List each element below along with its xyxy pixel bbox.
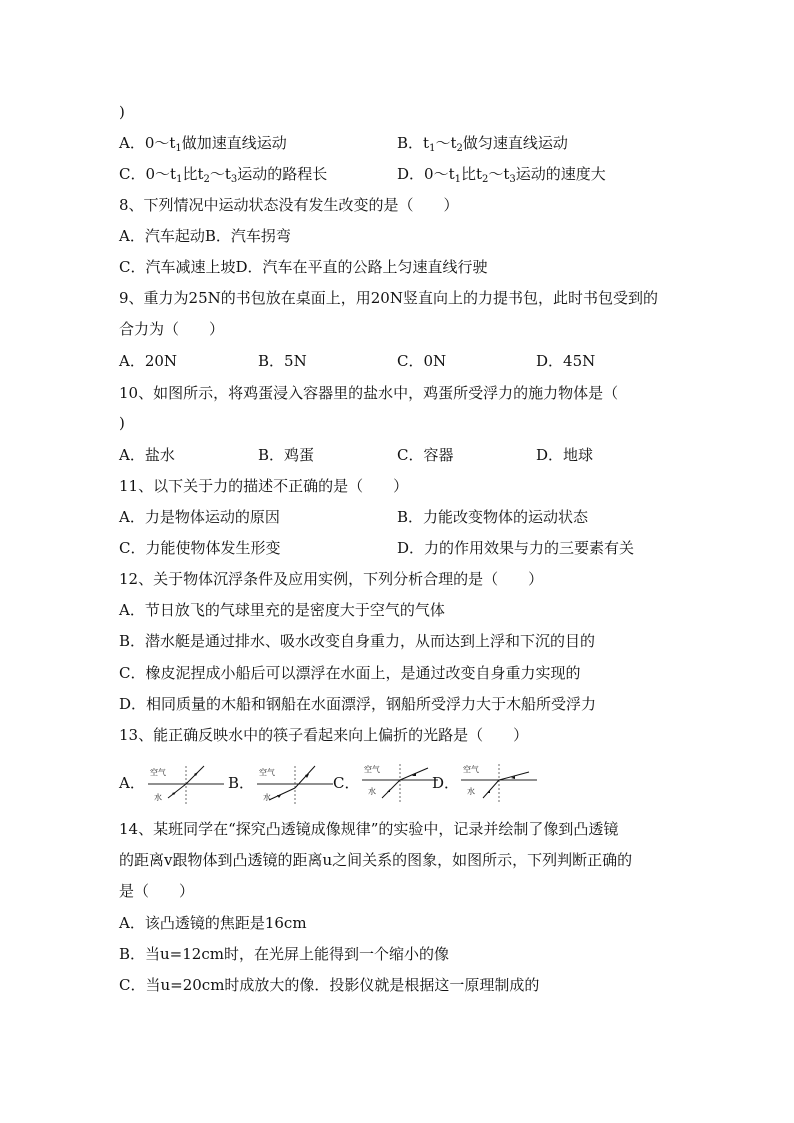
q11-option-c[interactable]: C．力能使物体发生形变	[119, 539, 281, 557]
air-label: 空气	[463, 765, 479, 774]
q13-diagram-d[interactable]	[459, 762, 539, 806]
q7-option-c[interactable]: C．$0\sim t_1$比$t_2\sim t_3$运动的路程长	[119, 165, 328, 185]
q13-stem: 13、能正确反映水中的筷子看起来向上偏折的光路是（ ）	[119, 726, 529, 744]
q11-option-b[interactable]: B．力能改变物体的运动状态	[397, 508, 589, 526]
q14-option-a[interactable]: A．该凸透镜的焦距是16cm	[119, 914, 307, 932]
q12-option-b[interactable]: B．潜水艇是通过排水、吸水改变自身重力，从而达到上浮和下沉的目的	[119, 632, 596, 650]
q8-stem: 8、下列情况中运动状态没有发生改变的是（ ）	[119, 196, 459, 214]
q10-option-a[interactable]: A．盐水	[119, 446, 175, 464]
q7-option-d[interactable]: D．$0\sim t_1$比$t_2\sim t_3$运动的速度大	[397, 165, 606, 185]
q14-option-c[interactable]: C．当u=20cm时成放大的像．投影仪就是根据这一原理制成的	[119, 976, 540, 994]
q9-option-b[interactable]: B．5N	[258, 352, 307, 370]
q10-option-c[interactable]: C．容器	[397, 446, 454, 464]
q8-options-line2[interactable]: C．汽车减速上坡D．汽车在平直的公路上匀速直线行驶	[119, 258, 488, 276]
q14-stem-line1: 14、某班同学在“探究凸透镜成像规律”的实验中，记录并绘制了像到凸透镜	[119, 820, 619, 838]
q10-stem-line1: 10、如图所示，将鸡蛋浸入容器里的盐水中，鸡蛋所受浮力的施力物体是（	[119, 384, 619, 402]
q9-option-a[interactable]: A．20N	[119, 352, 178, 370]
q8-options-line1[interactable]: A．汽车起动B．汽车拐弯	[119, 227, 291, 245]
q12-option-d[interactable]: D．相同质量的木船和钢船在水面漂浮，钢船所受浮力大于木船所受浮力	[119, 695, 597, 713]
q12-option-a[interactable]: A．节日放飞的气球里充的是密度大于空气的气体	[119, 601, 445, 619]
q9-stem-line2: 合力为（ ）	[119, 320, 225, 338]
q11-option-d[interactable]: D．力的作用效果与力的三要素有关	[397, 539, 635, 557]
q13-option-b-label[interactable]: B．	[228, 774, 255, 792]
q10-option-d[interactable]: D．地球	[536, 446, 594, 464]
air-label: 空气	[150, 768, 166, 777]
water-label: 水	[467, 787, 475, 796]
q7-stem-end: )	[119, 103, 125, 121]
q9-stem-line1: 9、重力为25N的书包放在桌面上，用20N竖直向上的力提书包，此时书包受到的	[119, 289, 658, 307]
q10-option-b[interactable]: B．鸡蛋	[258, 446, 315, 464]
q14-option-b[interactable]: B．当u=12cm时，在光屏上能得到一个缩小的像	[119, 945, 449, 963]
q13-diagram-b[interactable]	[255, 762, 335, 806]
water-label: 水	[368, 787, 376, 796]
q12-option-c[interactable]: C．橡皮泥捏成小船后可以漂浮在水面上，是通过改变自身重力实现的	[119, 664, 581, 682]
q7-option-a[interactable]: A．$0\sim t_1$做加速直线运动	[119, 134, 287, 154]
q9-option-c[interactable]: C．0N	[397, 352, 447, 370]
air-label: 空气	[364, 765, 380, 774]
q10-stem-line2: )	[119, 414, 125, 432]
water-label: 水	[154, 793, 162, 802]
q13-option-a-label[interactable]: A．	[119, 774, 145, 792]
q13-option-d-label[interactable]: D．	[432, 774, 460, 792]
air-label: 空气	[259, 768, 275, 777]
q13-diagram-c[interactable]	[360, 762, 440, 806]
q9-option-d[interactable]: D．45N	[536, 352, 596, 370]
q7-option-b[interactable]: B．$t_1\sim t_2$做匀速直线运动	[397, 134, 568, 154]
q12-stem: 12、关于物体沉浮条件及应用实例，下列分析合理的是（ ）	[119, 570, 544, 588]
q14-stem-line3: 是（ ）	[119, 882, 195, 900]
q13-diagram-row	[119, 760, 519, 808]
q13-option-c-label[interactable]: C．	[333, 774, 360, 792]
q13-diagram-a[interactable]	[146, 762, 226, 806]
q11-stem: 11、以下关于力的描述不正确的是（ ）	[119, 477, 409, 495]
q11-option-a[interactable]: A．力是物体运动的原因	[119, 508, 280, 526]
q14-stem-line2: 的距离v跟物体到凸透镜的距离u之间关系的图象，如图所示，下列判断正确的	[119, 851, 633, 869]
water-label: 水	[263, 793, 271, 802]
